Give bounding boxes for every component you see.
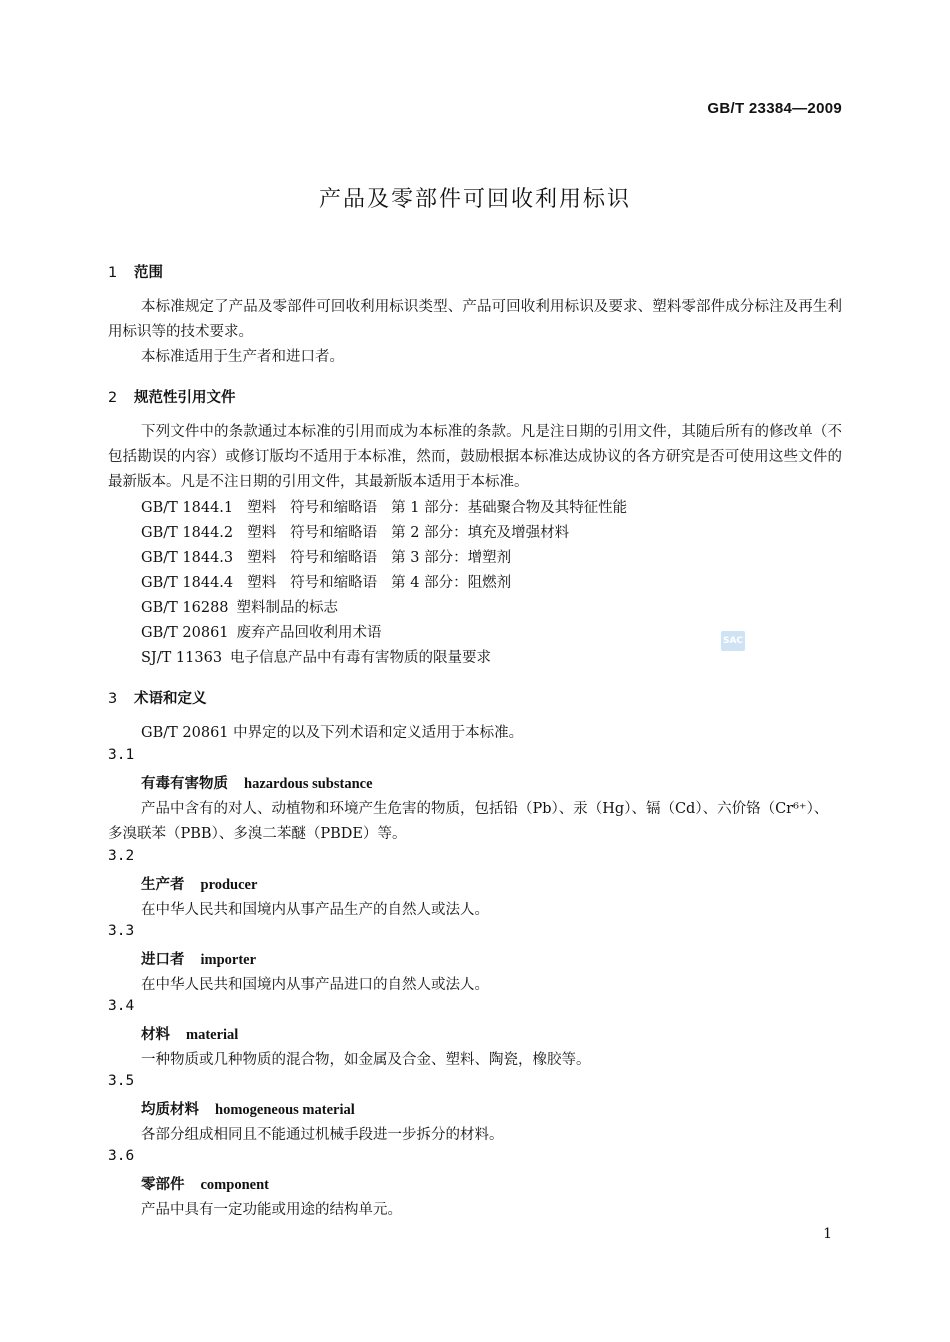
reference-title-part: 塑料	[247, 500, 277, 516]
term-zh: 零部件	[141, 1177, 185, 1193]
term-zh: 材料	[141, 1027, 170, 1043]
reference-title-part: 塑料	[247, 525, 277, 541]
reference-title-part: 符号和缩略语	[290, 575, 378, 591]
term-zh: 均质材料	[141, 1102, 199, 1118]
document-title: 产品及零部件可回收利用标识	[318, 187, 631, 212]
term-number: 3.3	[108, 923, 135, 939]
term-en: material	[186, 1027, 239, 1043]
term-number: 3.1	[108, 747, 135, 763]
section-heading-scope	[108, 261, 163, 282]
term-entry	[141, 873, 257, 894]
term-definition: 各部分组成相同且不能通过机械手段进一步拆分的材料。	[141, 1127, 504, 1143]
section-heading-normative-references	[108, 386, 236, 407]
terms-intro: GB/T 20861 中界定的以及下列术语和定义适用于本标准。	[141, 725, 524, 741]
reference-title-part: 第 1 部分：基础聚合物及其特征性能	[391, 500, 628, 516]
reference-title-part: 第 2 部分：填充及增强材料	[391, 525, 570, 541]
section-number: 2	[108, 390, 118, 406]
term-definition: 产品中具有一定功能或用途的结构单元。	[141, 1202, 402, 1218]
term-number: 3.5	[108, 1073, 135, 1089]
term-en: component	[200, 1177, 269, 1193]
term-definition: 在中华人民共和国境内从事产品生产的自然人或法人。	[141, 902, 489, 918]
section-heading-terms-definitions	[108, 687, 207, 708]
term-definition: 多溴联苯（PBB）、多溴二苯醚（PBDE）等。	[108, 826, 407, 842]
section-number: 1	[108, 265, 118, 281]
term-entry	[141, 772, 373, 793]
reference-code: GB/T 20861	[141, 625, 229, 641]
reference-title-part: 塑料制品的标志	[236, 600, 339, 616]
term-en: hazardous substance	[244, 776, 373, 792]
reference-item	[141, 496, 627, 517]
reference-title-part: 第 3 部分：增塑剂	[391, 550, 512, 566]
reference-title-part: 第 4 部分：阻燃剂	[391, 575, 512, 591]
term-number: 3.2	[108, 848, 135, 864]
term-definition: 产品中含有的对人、动植物和环境产生危害的物质，包括铅（Pb）、汞（Hg）、镉（Cd）、六价铬（Cr⁶⁺）、	[141, 801, 829, 817]
reference-item	[141, 521, 569, 542]
reference-title-part: 符号和缩略语	[290, 550, 378, 566]
reference-item	[141, 621, 382, 642]
term-zh: 进口者	[141, 952, 185, 968]
page-number: 1	[823, 1226, 832, 1242]
reference-code: GB/T 1844.2	[141, 525, 234, 541]
term-zh: 有毒有害物质	[141, 776, 228, 792]
term-entry	[141, 948, 256, 969]
reference-code: GB/T 1844.4	[141, 575, 234, 591]
reference-title-part: 符号和缩略语	[290, 525, 378, 541]
section-title: 术语和定义	[134, 691, 207, 707]
paragraph: 下列文件中的条款通过本标准的引用而成为本标准的条款。凡是注日期的引用文件，其随后所有的修改单（不包括勘误的内容）或修订版均不适用于本标准，然而，鼓励根据本标准达成协议的各方研究是否可使用这些文件的最新版本。凡是不注日期的引用文件，其最新版本适用于本标准。	[108, 424, 842, 490]
standard-code: GB/T 23384—2009	[707, 100, 842, 117]
paragraph: 本标准适用于生产者和进口者。	[141, 349, 344, 365]
term-definition: 一种物质或几种物质的混合物，如金属及合金、塑料、陶瓷，橡胶等。	[141, 1052, 591, 1068]
term-entry	[141, 1023, 238, 1044]
term-en: homogeneous material	[215, 1102, 355, 1118]
reference-item	[141, 646, 491, 667]
section-title: 规范性引用文件	[134, 390, 236, 406]
reference-code: GB/T 16288	[141, 600, 229, 616]
term-zh: 生产者	[141, 877, 185, 893]
reference-item	[141, 596, 338, 617]
term-entry	[141, 1173, 269, 1194]
term-entry	[141, 1098, 355, 1119]
term-number: 3.6	[108, 1148, 135, 1164]
reference-item	[141, 546, 511, 567]
reference-title-part: 废弃产品回收利用术语	[236, 625, 382, 641]
reference-code: SJ/T 11363	[141, 650, 223, 666]
reference-title-part: 符号和缩略语	[290, 500, 378, 516]
term-en: importer	[200, 952, 257, 968]
reference-title-part: 电子信息产品中有毒有害物质的限量要求	[230, 650, 492, 666]
reference-code: GB/T 1844.1	[141, 500, 234, 516]
section-title: 范围	[134, 265, 163, 281]
section-number: 3	[108, 691, 118, 707]
reference-title-part: 塑料	[247, 575, 277, 591]
paragraph: 本标准规定了产品及零部件可回收利用标识类型、产品可回收利用标识及要求、塑料零部件成分标注及再生利用标识等的技术要求。	[108, 299, 842, 340]
term-definition: 在中华人民共和国境内从事产品进口的自然人或法人。	[141, 977, 489, 993]
sac-watermark-logo: SAC	[721, 631, 745, 651]
reference-item	[141, 571, 511, 592]
term-number: 3.4	[108, 998, 135, 1014]
reference-code: GB/T 1844.3	[141, 550, 234, 566]
reference-title-part: 塑料	[247, 550, 277, 566]
term-en: producer	[200, 877, 258, 893]
